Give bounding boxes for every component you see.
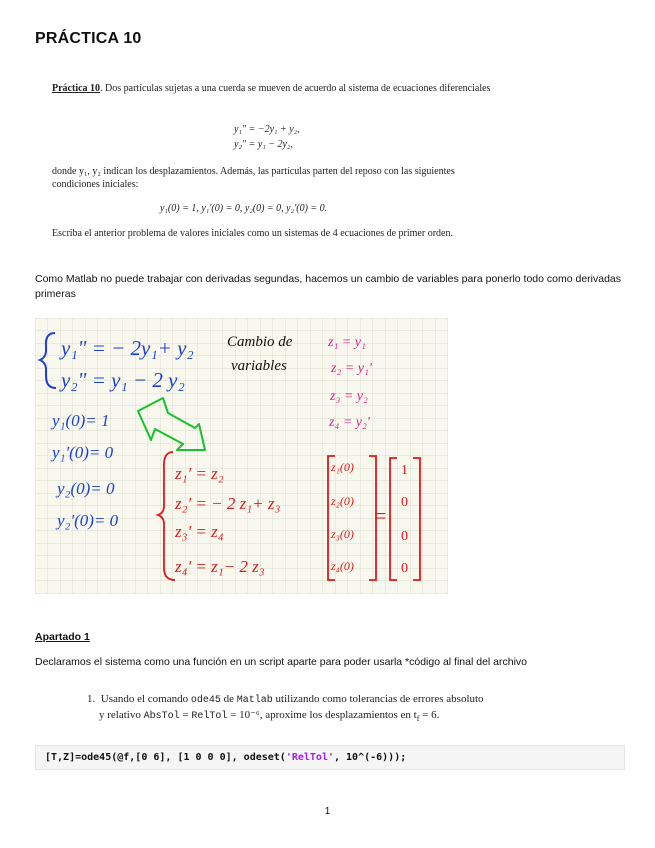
vector-right-1: 1 [401,463,408,478]
item-sub-f: f [416,714,420,724]
equation-2: y₂″ = y₁ − 2y₂, [234,139,293,150]
section-text: Declaramos el sistema como una función en un script aparte para poder usarla *código al final del archivo [35,656,528,668]
cv-1: z₁ = y₁ [328,335,366,350]
vector-right-2: 0 [401,495,408,510]
variables-label: variables [231,358,287,374]
item-text-b: de [220,693,237,705]
cambio-label: Cambio de [227,334,293,350]
vector-equals: = [374,503,387,528]
code-block [35,745,625,770]
item-prog: Matlab [236,695,273,706]
cv-2: z₂ = y₁' [331,361,372,376]
ic-2: y₁'(0)= 0 [52,443,114,462]
task-item-1 [87,692,607,726]
item-text-c: utilizando como tolerancias de errores absoluto [272,693,484,705]
code-string: 'RelTol' [285,752,334,763]
item-text-f: = 6. [419,709,440,721]
first-order-4: z₄' = z₁− 2 z₃ [175,557,265,576]
cv-4: z₄ = y₂' [329,415,370,430]
item-cmd: ode45 [190,695,221,706]
first-order-1: z₁' = z₂ [175,464,224,483]
cv-3: z₃ = y₂ [330,389,368,404]
vector-left-2: z₂(0) [331,494,354,508]
ic-4: y₂'(0)= 0 [57,511,119,530]
system-eq-2: y₂" = y₁ − 2 y₂ [61,368,185,392]
vector-right-3: 0 [401,529,408,544]
system-eq-1: y₁" = − 2y₁+ y₂ [61,336,194,360]
item-abstol: AbsTol [143,711,180,722]
code-after: , 10^(-6))); [334,752,407,763]
item-text-d: y relativo [99,709,144,721]
equation-1: y₁″ = −2y₁ + y₂, [234,124,300,135]
explanation-text: Como Matlab no puede trabajar con derivadas segundas, hacemos un cambio de variables para ponerlo todo como derivadas primeras [35,273,622,300]
vector-left-4: z₄(0) [331,559,354,573]
initial-conditions: y₁(0) = 1, y₁′(0) = 0, y₂(0) = 0, y₂′(0) = 0. [160,203,328,214]
code-before: [T,Z]=ode45(@f,[0 6], [1 0 0 0], odeset( [45,752,286,763]
item-text-a: Usando el comando [100,693,191,705]
item-text-e: = 10⁻⁶, aproxime los desplazamientos en t [227,709,417,721]
item-number: 1. [87,693,96,705]
ic-1: y₁(0)= 1 [52,411,110,430]
ic-3: y₂(0)= 0 [57,479,115,498]
code-line [45,752,406,763]
problem-statement [52,82,492,95]
page-number: 1 [324,806,331,817]
problem-after-equations [52,165,492,191]
vector-left-3: z₃(0) [331,527,354,541]
page-title: PRÁCTICA 10 [35,30,142,47]
item-reltol: RelTol [191,711,228,722]
item-eqsign: = [179,709,192,721]
section-heading: Apartado 1 [35,631,90,643]
first-order-3: z₃' = z₄ [175,522,224,541]
after-eq-text: donde y₁, y₂ indican los desplazamientos. Además, las partículas parten del reposo con las siguientes condiciones iniciales: [52,166,455,190]
problem-intro: . Dos partículas sujetas a una cuerda se mueven de acuerdo al sistema de ecuaciones diferenciales [100,83,491,94]
problem-lead: Práctica 10 [52,83,101,94]
vector-left-1: z₁(0) [331,460,354,474]
first-order-2: z₂' = − 2 z₁+ z₃ [175,494,281,513]
handwritten-notes [35,318,448,594]
vector-right-4: 0 [401,561,408,576]
task-text: Escriba el anterior problema de valores iniciales como un sistemas de 4 ecuaciones de primer orden. [52,228,453,239]
